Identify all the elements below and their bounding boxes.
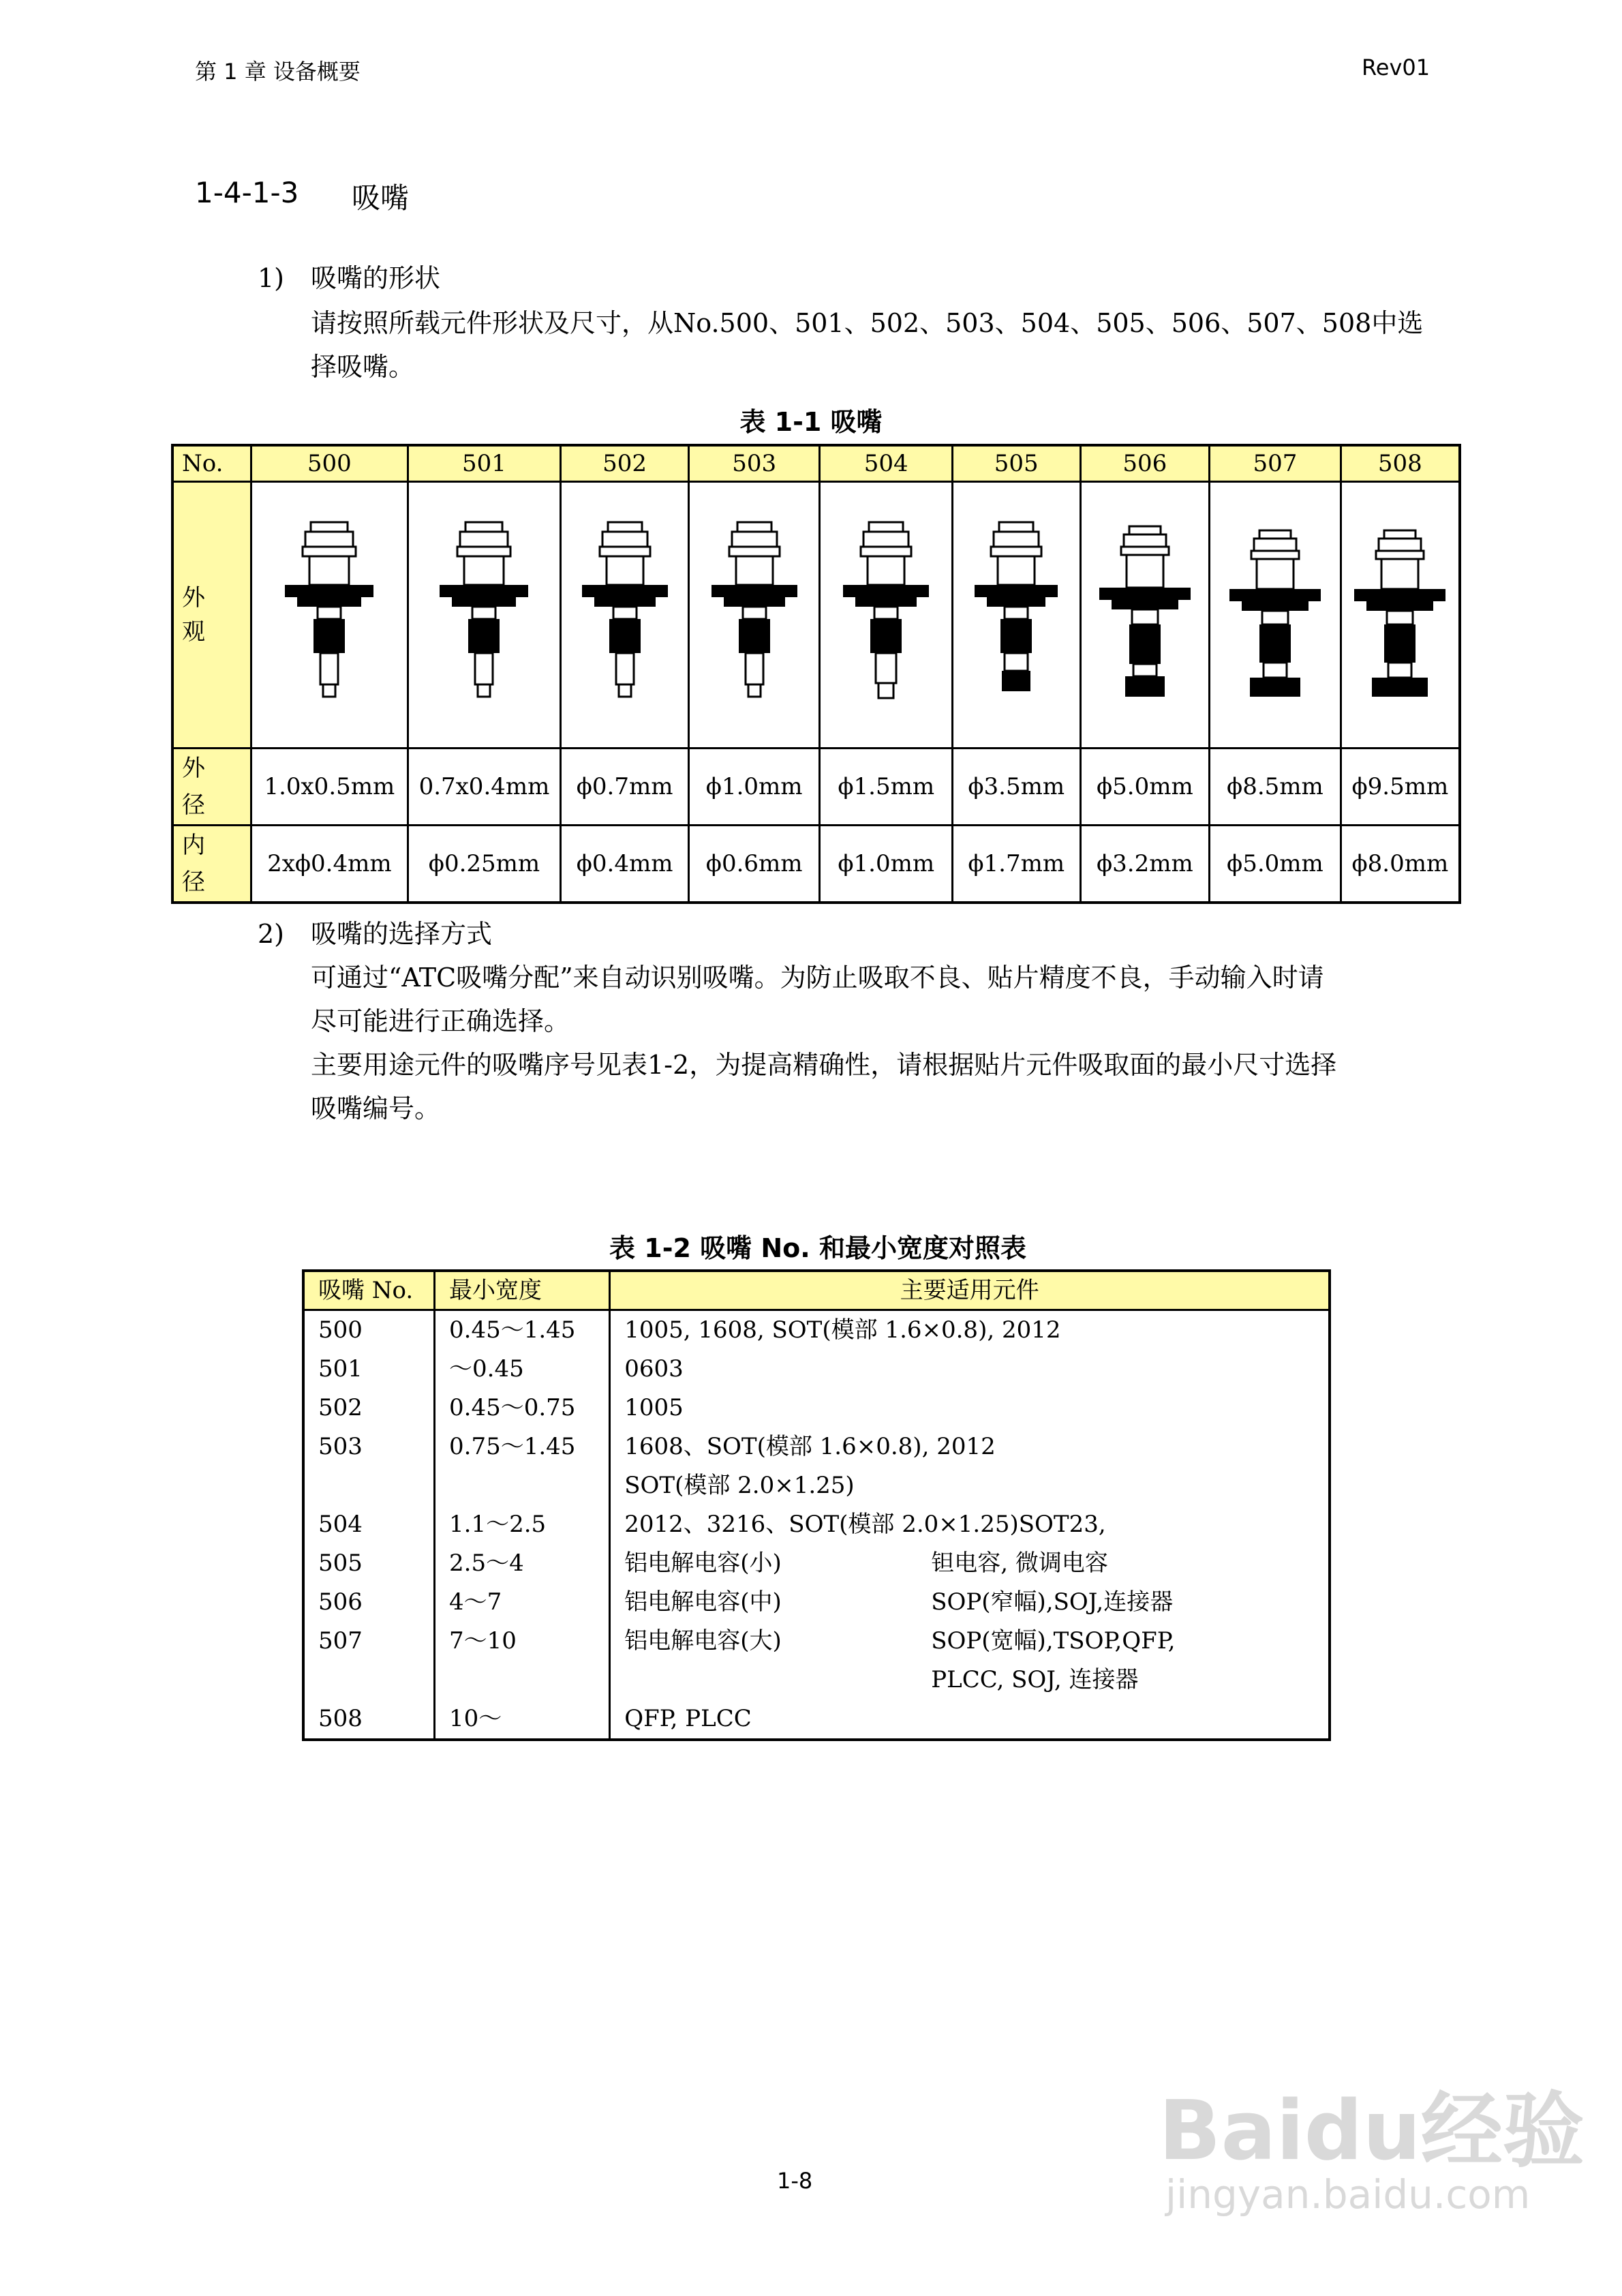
row-width: 1.1～2.5 (435, 1505, 610, 1544)
inner-500: 2xϕ0.4mm (251, 826, 408, 903)
outer-508: ϕ9.5mm (1341, 749, 1460, 826)
row-comp (610, 1310, 1330, 1350)
row-width: ～0.45 (435, 1350, 610, 1389)
inner-504: ϕ1.0mm (820, 826, 953, 903)
row-width: 0.45～0.75 (435, 1389, 610, 1428)
table-row (303, 1428, 1330, 1466)
section-title: 吸嘴 (352, 181, 410, 215)
row-comp: QFP, PLCC (610, 1700, 1330, 1740)
nozzle-502-image (561, 482, 689, 749)
row-width: 2.5～4 (435, 1544, 610, 1583)
row-comp (610, 1661, 1330, 1700)
sub2-title: 吸嘴的选择方式 (311, 919, 493, 949)
nozzle-504-image (820, 482, 953, 749)
inner-label-2: 径 (182, 868, 205, 896)
sub1-line1: 请按照所载元件形状及尺寸，从No.500、501、502、503、504、505、506、507、508中选 (311, 308, 1424, 338)
row-comp-2: 钽电容, 微调电容 (931, 1550, 1108, 1577)
nozzle-507-image (1210, 482, 1341, 749)
th-nozzle-no: 吸嘴 No. (303, 1271, 435, 1310)
nozzle-502-icon (574, 510, 676, 714)
inner-501: ϕ0.25mm (408, 826, 561, 903)
nozzle-507-icon (1224, 510, 1326, 714)
row-no (303, 1661, 435, 1700)
row-comp-1: 铝电解电容(小) (624, 1550, 782, 1577)
outer-507: ϕ8.5mm (1210, 749, 1341, 826)
table-row (303, 1661, 1330, 1700)
th-min-width: 最小宽度 (435, 1271, 610, 1310)
sub1-title: 吸嘴的形状 (311, 263, 441, 293)
nozzle-506-icon (1094, 510, 1196, 714)
row-no: 500 (303, 1310, 435, 1350)
appearance-label (172, 482, 251, 749)
sub1-line2: 择吸嘴。 (311, 352, 415, 382)
nozzle-505-icon (965, 510, 1067, 714)
watermark-url: jingyan.baidu.com (1165, 2171, 1531, 2218)
inner-503: ϕ0.6mm (688, 826, 820, 903)
appearance-label-1: 外 (182, 584, 205, 611)
chapter-header: 第 1 章 设备概要 (195, 59, 361, 85)
row-no: 504 (303, 1505, 435, 1544)
sub2-line3: 主要用途元件的吸嘴序号见表1-2，为提高精确性，请根据贴片元件吸取面的最小尺寸选择 (311, 1050, 1337, 1080)
col-502: 502 (561, 445, 689, 482)
row-comp: 1608、SOT(模部 1.6×0.8), 2012 (610, 1428, 1330, 1466)
row-width: 10～ (435, 1700, 610, 1740)
nozzle-500-icon (278, 510, 380, 714)
col-504: 504 (820, 445, 953, 482)
row-comp (610, 1544, 1330, 1583)
row-comp-1: 1005, 1608, SOT(模部 1.6×0.8), 2012 (624, 1316, 1061, 1344)
col-501: 501 (408, 445, 561, 482)
table-row (303, 1544, 1330, 1583)
row-width: 0.75～1.45 (435, 1428, 610, 1466)
col-505: 505 (952, 445, 1080, 482)
row-width: 4～7 (435, 1583, 610, 1622)
nozzle-shape-table (171, 444, 1461, 904)
row-comp-2: SOP(宽幅),TSOP,QFP, (931, 1627, 1176, 1655)
row-comp (610, 1583, 1330, 1622)
page-number: 1-8 (777, 2168, 813, 2194)
sub2-line1: 可通过“ATC吸嘴分配”来自动识别吸嘴。为防止吸取不良、贴片精度不良，手动输入时请 (311, 963, 1324, 993)
col-503: 503 (688, 445, 820, 482)
no-header: No. (172, 445, 251, 482)
row-no: 503 (303, 1428, 435, 1466)
outer-label-1: 外 (182, 755, 205, 782)
inner-505: ϕ1.7mm (952, 826, 1080, 903)
row-width: 0.45～1.45 (435, 1310, 610, 1350)
row-comp: 2012、3216、SOT(模部 2.0×1.25)SOT23, (610, 1505, 1330, 1544)
appearance-label-2: 观 (182, 618, 205, 646)
nozzle-503-image (688, 482, 820, 749)
row-width (435, 1466, 610, 1505)
table2-caption: 表 1-2 吸嘴 No. 和最小宽度对照表 (609, 1233, 1026, 1263)
table1-caption: 表 1-1 吸嘴 (739, 407, 883, 437)
row-no: 506 (303, 1583, 435, 1622)
row-width: 7～10 (435, 1622, 610, 1661)
row-no: 502 (303, 1389, 435, 1428)
sub2-line4: 吸嘴编号。 (311, 1093, 441, 1123)
th-components: 主要适用元件 (610, 1271, 1330, 1310)
nozzle-508-icon (1349, 510, 1451, 714)
revision-label: Rev01 (1362, 55, 1430, 80)
table-row (303, 1389, 1330, 1428)
outer-diameter-label (172, 749, 251, 826)
inner-label-1: 内 (182, 832, 205, 859)
outer-504: ϕ1.5mm (820, 749, 953, 826)
row-no: 505 (303, 1544, 435, 1583)
table-row (303, 1350, 1330, 1389)
row-width (435, 1661, 610, 1700)
table-row (303, 1505, 1330, 1544)
inner-507: ϕ5.0mm (1210, 826, 1341, 903)
sub2-number: 2) (258, 919, 285, 949)
col-508: 508 (1341, 445, 1460, 482)
col-500: 500 (251, 445, 408, 482)
table-row (303, 1622, 1330, 1661)
table-row (303, 1466, 1330, 1505)
nozzle-506-image (1080, 482, 1210, 749)
inner-diameter-label (172, 826, 251, 903)
nozzle-width-table (302, 1269, 1331, 1741)
outer-503: ϕ1.0mm (688, 749, 820, 826)
nozzle-504-icon (835, 510, 937, 714)
nozzle-505-image (952, 482, 1080, 749)
nozzle-501-image (408, 482, 561, 749)
inner-502: ϕ0.4mm (561, 826, 689, 903)
row-comp-2: PLCC, SOJ, 连接器 (931, 1666, 1139, 1693)
row-no: 501 (303, 1350, 435, 1389)
outer-500: 1.0x0.5mm (251, 749, 408, 826)
row-comp: 1005 (610, 1389, 1330, 1428)
row-no: 507 (303, 1622, 435, 1661)
nozzle-503-icon (703, 510, 806, 714)
table-row (303, 1583, 1330, 1622)
outer-label-2: 径 (182, 791, 205, 819)
row-comp-1: 铝电解电容(中) (624, 1588, 782, 1616)
outer-505: ϕ3.5mm (952, 749, 1080, 826)
outer-501: 0.7x0.4mm (408, 749, 561, 826)
row-no (303, 1466, 435, 1505)
nozzle-500-image (251, 482, 408, 749)
inner-506: ϕ3.2mm (1080, 826, 1210, 903)
row-no: 508 (303, 1700, 435, 1740)
col-507: 507 (1210, 445, 1341, 482)
outer-502: ϕ0.7mm (561, 749, 689, 826)
table-row (303, 1310, 1330, 1350)
row-comp-2: SOP(窄幅),SOJ,连接器 (931, 1588, 1174, 1616)
sub2-line2: 尽可能进行正确选择。 (311, 1006, 570, 1036)
nozzle-508-image (1341, 482, 1460, 749)
row-comp: 0603 (610, 1350, 1330, 1389)
section-number: 1-4-1-3 (195, 176, 299, 209)
sub1-number: 1) (258, 263, 285, 293)
row-comp: SOT(模部 2.0×1.25) (610, 1466, 1330, 1505)
row-comp-1: 铝电解电容(大) (624, 1627, 782, 1655)
outer-506: ϕ5.0mm (1080, 749, 1210, 826)
row-comp (610, 1622, 1330, 1661)
inner-508: ϕ8.0mm (1341, 826, 1460, 903)
table-row (303, 1700, 1330, 1740)
col-506: 506 (1080, 445, 1210, 482)
watermark-logo: Baidu经验 (1159, 2084, 1585, 2179)
nozzle-501-icon (433, 510, 535, 714)
